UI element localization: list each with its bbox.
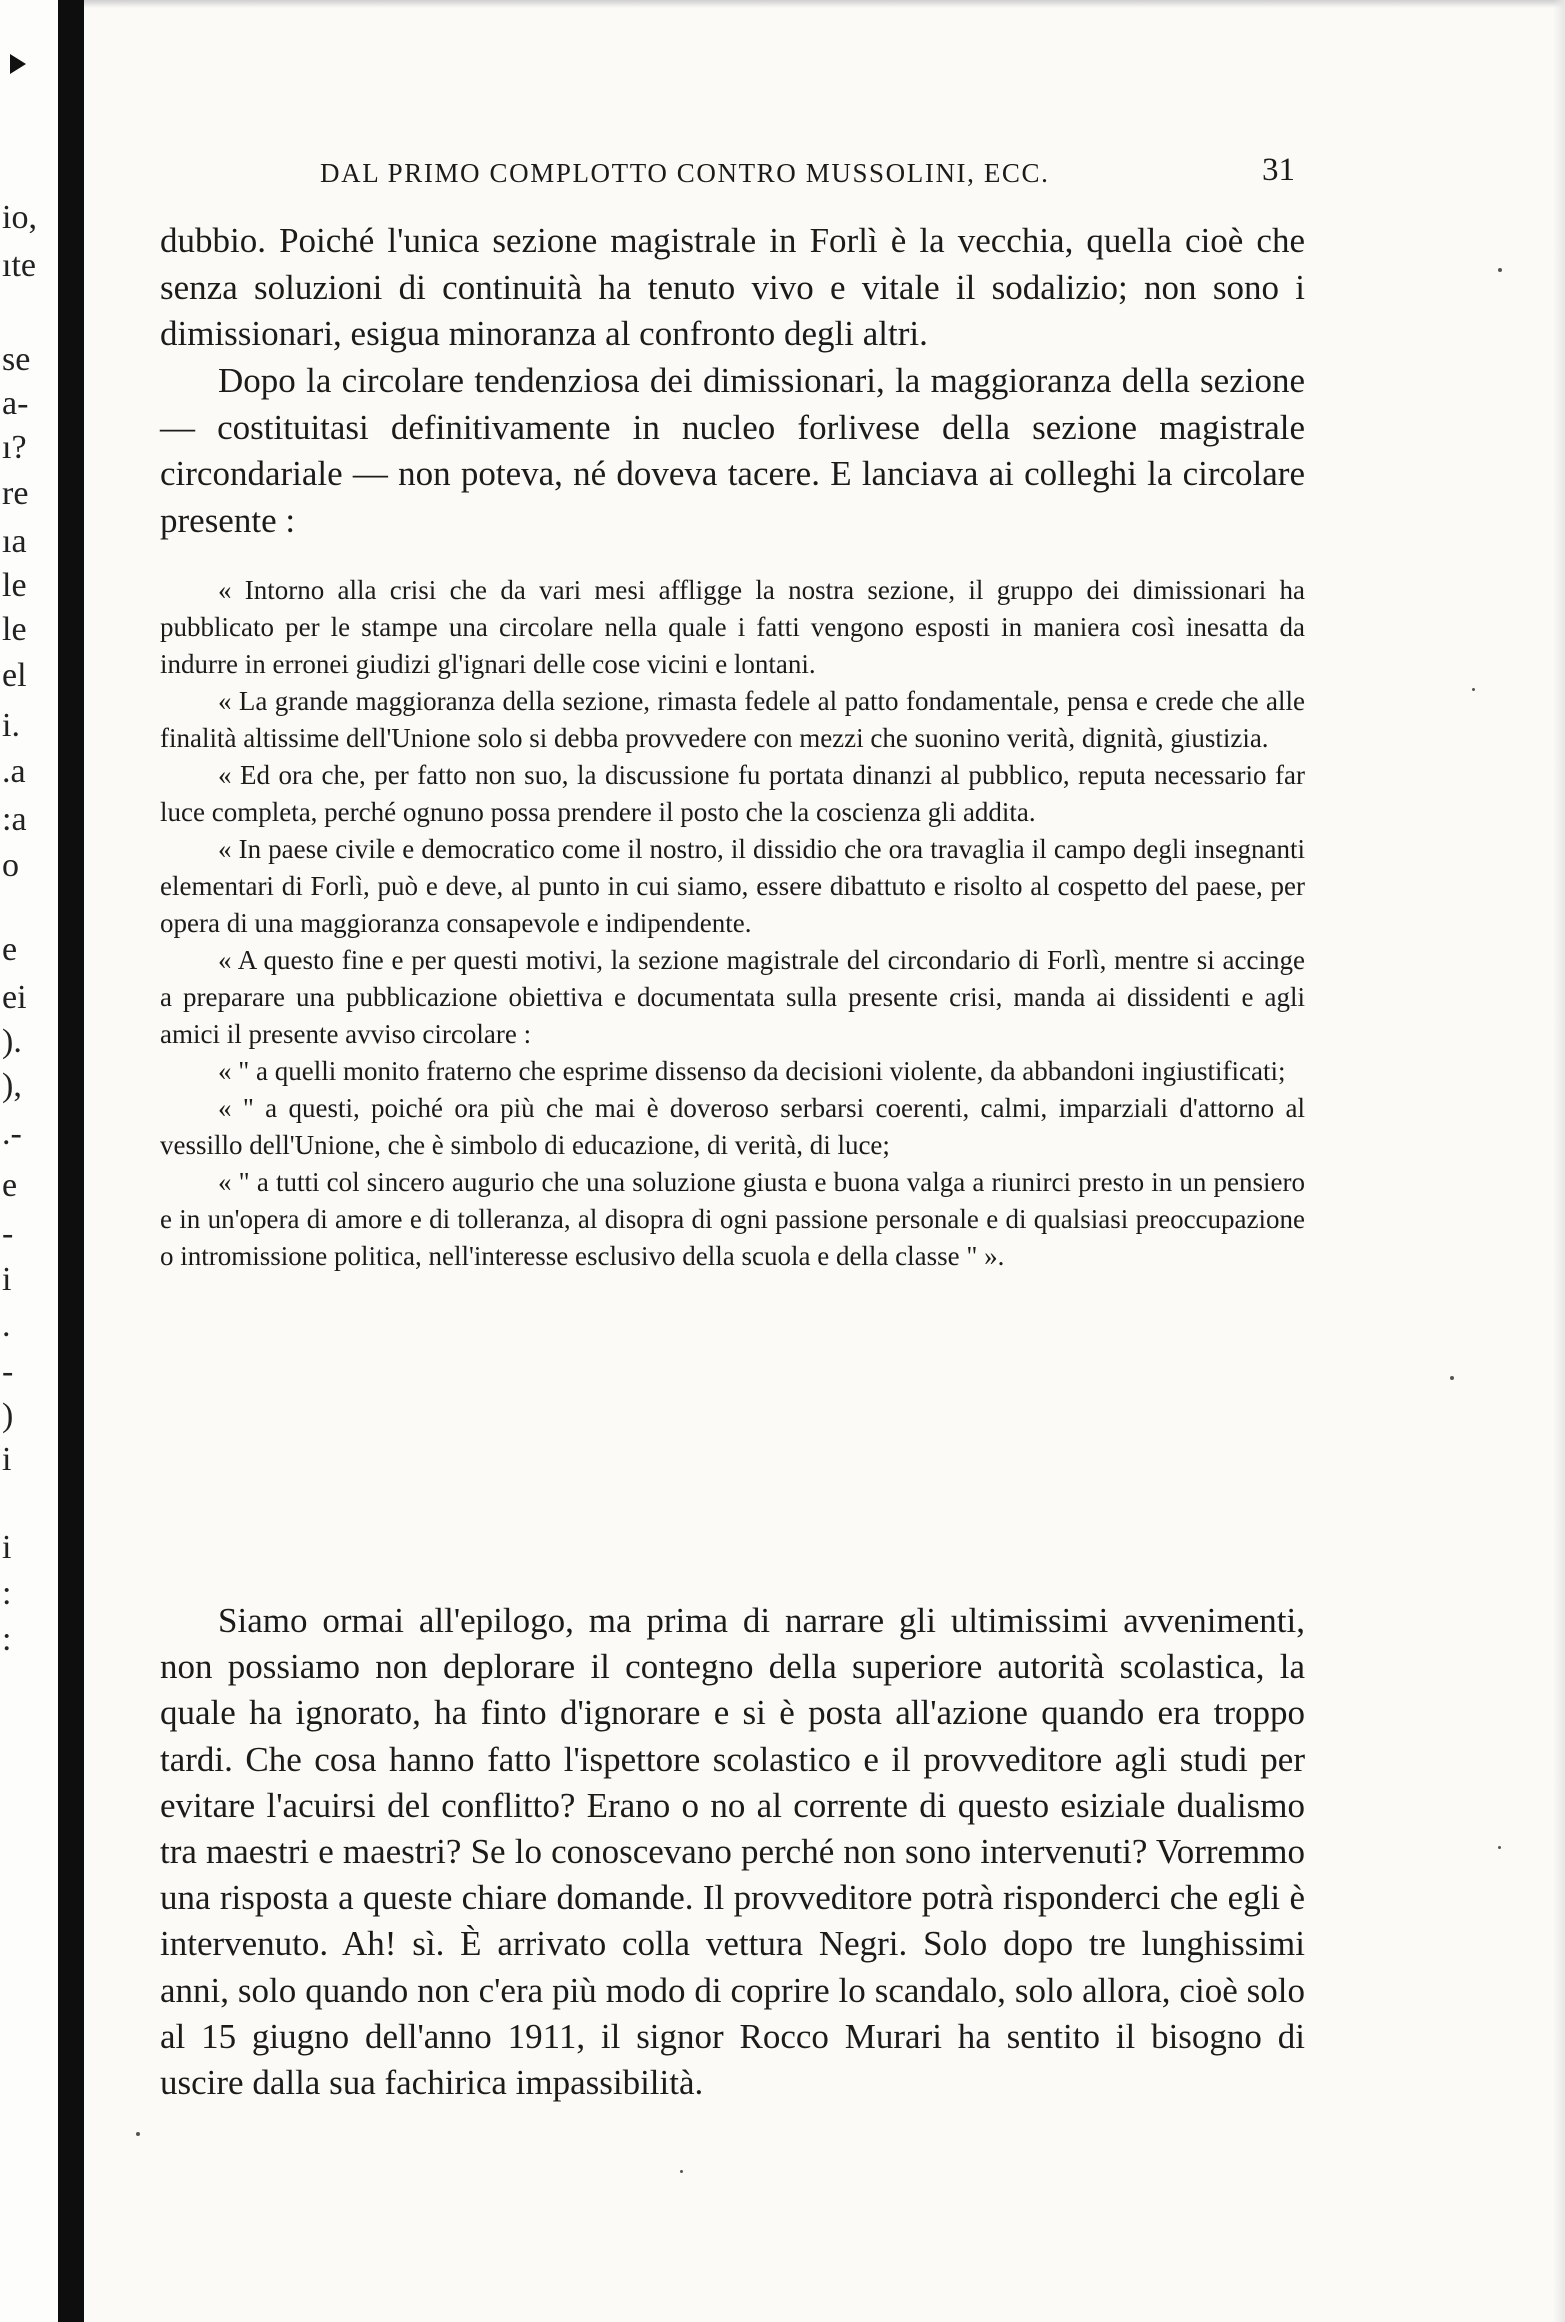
margin-fragment: e <box>2 931 18 968</box>
page-number: 31 <box>1262 152 1295 188</box>
quote-paragraph: « Intorno alla crisi che da vari mesi affligge la nostra sezione, il gruppo dei dimissionari ha pubblicato per le stampe una circolare nella quale i fatti vengono esposti in maniera così inesatta da indurre in erronei giudizi gl'ignari delle cose vicini e lontani. <box>160 575 1305 679</box>
margin-fragment: o <box>2 847 19 884</box>
margin-fragment: ), <box>2 1067 22 1104</box>
margin-fragment: . <box>2 1307 11 1344</box>
margin-fragment: el <box>2 657 27 694</box>
margin-fragment: : <box>2 1621 12 1658</box>
quote-paragraph: « Ed ora che, per fatto non suo, la discussione fu portata dinanzi al pubblico, reputa necessario far luce completa, perché ognuno possa prendere il posto che la coscienza gli addita. <box>160 760 1305 827</box>
paper-speck <box>1498 268 1502 272</box>
margin-fragment: le <box>2 567 27 604</box>
margin-fragment: .a <box>2 753 26 790</box>
paper-speck <box>1498 1846 1501 1849</box>
margin-fragment: .- <box>2 1115 22 1152</box>
margin-fragment: ı? <box>2 429 27 466</box>
margin-fragment: ıte <box>2 247 36 284</box>
page-right-edge <box>1553 0 1565 2322</box>
paper-speck <box>136 2132 140 2136</box>
previous-page-margin <box>0 0 58 2322</box>
paper-speck <box>680 2170 683 2173</box>
margin-fragment: i <box>2 1529 12 1566</box>
paper-speck <box>1472 688 1475 691</box>
margin-arrow-mark <box>10 54 26 74</box>
margin-fragment: :a <box>2 801 27 838</box>
margin-fragment: i <box>2 1441 12 1478</box>
margin-fragment: i <box>2 1261 12 1298</box>
margin-fragment: re <box>2 475 29 512</box>
quote-paragraph: « A questo fine e per questi motivi, la sezione magistrale del circondario di Forlì, mentre si accinge a preparare una pubblicazione obiettiva e documentata sulla presente crisi, manda ai dissidenti e agli amici il presente avviso circolare : <box>160 945 1305 1049</box>
quote-paragraph: « " a quelli monito fraterno che esprime dissenso da decisioni violente, da abbandoni ingiustificati; <box>218 1056 1286 1086</box>
quote-paragraph: « In paese civile e democratico come il nostro, il dissidio che ora travaglia il campo degli insegnanti elementari di Forlì, può e deve, al punto in cui siamo, essere dibattuto e risolto al cospetto del paese, per opera di una maggioranza consapevole e indipendente. <box>160 834 1305 938</box>
margin-fragment: : <box>2 1575 12 1612</box>
running-header: DAL PRIMO COMPLOTTO CONTRO MUSSOLINI, ECC. <box>320 158 1050 188</box>
page-top-edge <box>84 0 1565 8</box>
margin-fragment: i. <box>2 707 20 744</box>
margin-fragment: e <box>2 1167 18 1204</box>
margin-fragment: - <box>2 1215 14 1252</box>
margin-fragment: - <box>2 1353 14 1390</box>
paragraph-continuation: dubbio. Poiché l'unica sezione magistrale in Forlì è la vecchia, quella cioè che senza soluzioni di continuità ha tenuto vivo e vitale il sodalizio; non sono i dimissionari, esigua minoranza al confronto degli altri. <box>160 221 1305 353</box>
paragraph: Dopo la circolare tendenziosa dei dimissionari, la maggioranza della sezione — costituitasi definitivamente in nucleo forlivese della sezione magistrale circondariale — non poteva, né doveva tacere. E lanciava ai colleghi la circolare presente : <box>160 361 1305 540</box>
margin-fragment: ei <box>2 979 27 1016</box>
book-spine-shadow <box>58 0 84 2322</box>
margin-fragment: le <box>2 611 27 648</box>
quote-paragraph: « " a questi, poiché ora più che mai è doveroso serbarsi coerenti, calmi, imparziali d'attorno al vessillo dell'Unione, che è simbolo di educazione, di verità, di luce; <box>160 1093 1305 1160</box>
closing-paragraph: Siamo ormai all'epilogo, ma prima di narrare gli ultimissimi avvenimenti, non possiamo non deplorare il contegno della superiore autorità scolastica, la quale ha ignorato, ha finto d'ignorare e si è posta all'azione quando era troppo tardi. Che cosa hanno fatto l'ispettore scolastico e il provveditore agli studi per evitare l'acuirsi del conflitto? Erano o no al corrente di questo esiziale dualismo tra maestri e maestri? Se lo conoscevano perché non sono intervenuti? Vorremmo una risposta a queste chiare domande. Il provveditore potrà risponderci che egli è intervenuto. Ah! sì. È arrivato colla vettura Negri. Solo dopo tre lunghissimi anni, solo quando non c'era più modo di coprire lo scandalo, solo allora, cioè solo al 15 giugno dell'anno 1911, il signor Rocco Murari ha sentito il bisogno di uscire dalla sua fachirica impassibilità. <box>160 1601 1305 2103</box>
margin-fragment: io, <box>2 199 37 236</box>
quoted-circular <box>160 572 1305 1275</box>
quote-paragraph: « " a tutti col sincero augurio che una soluzione giusta e buona valga a riunirci presto in un pensiero e in un'opera di amore e di tolleranza, al disopra di ogni passione personale e di qualsiasi preoccupazione o intromissione politica, nell'interesse esclusivo della scuola e della classe " ». <box>160 1167 1305 1271</box>
margin-fragment: a- <box>2 385 29 422</box>
margin-fragment: se <box>2 341 31 378</box>
margin-fragment: ) <box>2 1397 14 1434</box>
margin-fragment: ). <box>2 1023 22 1060</box>
paper-speck <box>1450 1376 1454 1380</box>
margin-fragment: ıa <box>2 523 27 560</box>
quote-paragraph: « La grande maggioranza della sezione, rimasta fedele al patto fondamentale, pensa e crede che alle finalità altissime dell'Unione solo si debba provvedere con mezzi che suonino verità, dignità, giustizia. <box>160 686 1305 753</box>
